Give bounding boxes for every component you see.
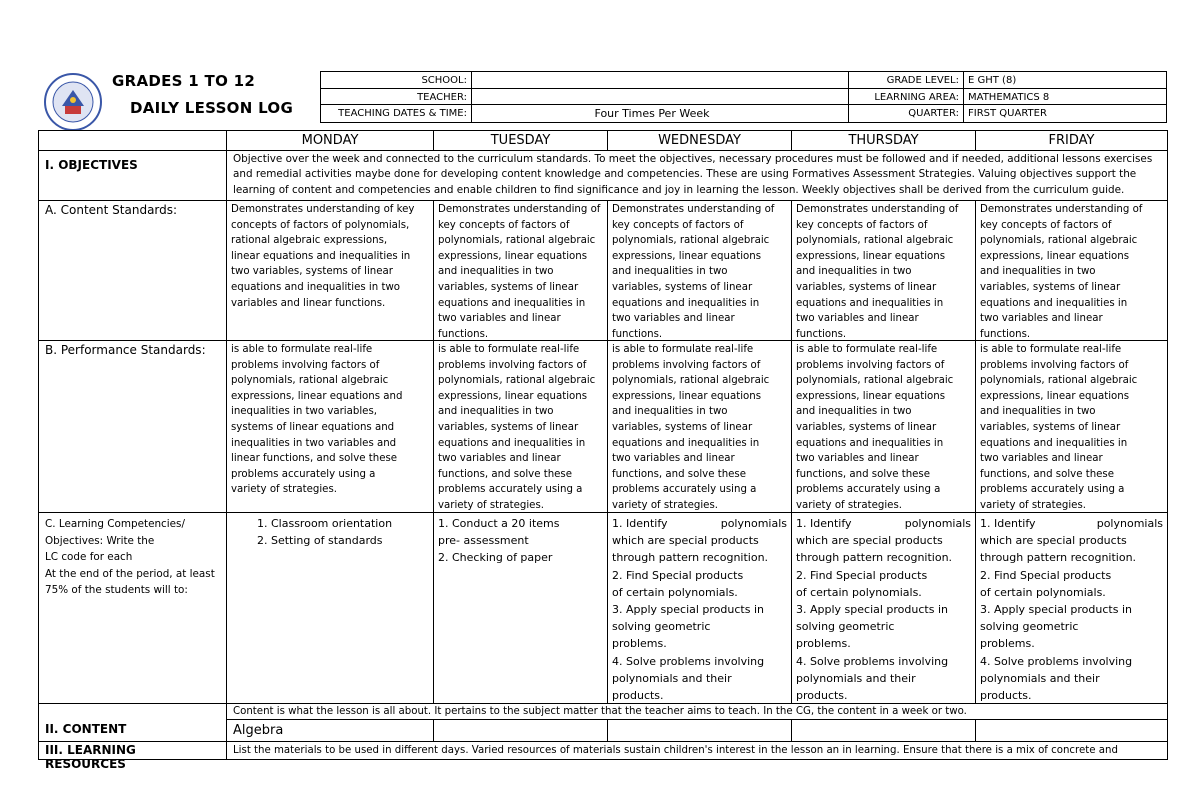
performance-standards-label-cell [38, 340, 227, 513]
area-label-cell: LEARNING AREA: [848, 88, 964, 105]
content-standards-friday: Demonstrates understanding of key concepts of factors of polynomials, rational algebraic expressions, linear equations and inequalities in two variables, systems of linear equations and inequalities in two variables and linear functions. [975, 200, 1168, 341]
content-standards-wednesday: Demonstrates understanding of key concepts of factors of polynomials, rational algebraic expressions, linear equations and inequalities in two variables, systems of linear equations and inequalities in two variables and linear functions. [607, 200, 792, 341]
competencies-thursday: 1. Identify polynomials which are special products through pattern recognition. 2. Find Special products of certain polynomials. 3. Apply special products in solving geometric problems. 4. Solve problems involving polynomials and their products. [791, 512, 976, 704]
quarter-label-cell: QUARTER: [848, 104, 964, 123]
quarter-field[interactable]: FIRST QUARTER [963, 104, 1167, 123]
performance-standards-label: B. Performance Standards: [45, 343, 206, 357]
content-label: II. CONTENT [45, 722, 127, 736]
title-dll: DAILY LESSON LOG [130, 99, 294, 117]
day-monday: MONDAY [226, 130, 434, 151]
content-standards-label: A. Content Standards: [45, 203, 178, 217]
competencies-label-cell [38, 512, 227, 704]
content-value-wednesday[interactable] [607, 719, 792, 742]
objectives-label-cell [38, 150, 227, 201]
competencies-friday: 1. Identify polynomials which are special products through pattern recognition. 2. Find Special products of certain polynomials. 3. Apply special products in solving geometric problems. 4. Solve problems involving polynomials and their products. [975, 512, 1168, 704]
performance-standards-friday: is able to formulate real-life problems involving factors of polynomials, rational algebraic expressions, linear equations and inequalities in two variables, systems of linear equations and inequalities in two variables and linear functions, and solve these problems accurately using a variety of strategies. [975, 340, 1168, 513]
content-standards-label-cell [38, 200, 227, 341]
dates-field[interactable]: Four Times Per Week [471, 104, 849, 123]
resources-label: III. LEARNING RESOURCES [45, 743, 136, 771]
performance-standards-monday: is able to formulate real-life problems involving factors of polynomials, rational algebraic expressions, linear equations and inequalities in two variables, systems of linear equations and inequalities in two variables and linear functions, and solve these problems accurately using a variety of strategies. [226, 340, 434, 513]
performance-standards-wednesday: is able to formulate real-life problems involving factors of polynomials, rational algebraic expressions, linear equations and inequalities in two variables, systems of linear equations and inequalities in two variables and linear functions, and solve these problems accurately using a variety of strategies. [607, 340, 792, 513]
content-value-thursday[interactable] [791, 719, 976, 742]
content-label-cell [38, 703, 227, 742]
content-standards-monday: Demonstrates understanding of key concepts of factors of polynomials, rational algebraic expressions, linear equations and inequalities in two variables, systems of linear equations and inequalities in two variables and linear functions. [226, 200, 434, 341]
day-thursday: THURSDAY [791, 130, 976, 151]
resources-label-cell [38, 741, 227, 771]
resources-description: List the materials to be used in different days. Varied resources of materials sustain children's interest in the lesson an in learning. Ensure that there is a mix of concrete and [226, 741, 1168, 760]
day-wednesday: WEDNESDAY [607, 130, 792, 151]
school-label-cell: SCHOOL: [320, 71, 472, 89]
deped-seal-icon [38, 72, 108, 132]
day-friday: FRIDAY [975, 130, 1168, 151]
competencies-monday: 1. Classroom orientation 2. Setting of standards [226, 512, 434, 704]
performance-standards-tuesday: is able to formulate real-life problems involving factors of polynomials, rational algebraic expressions, linear equations and inequalities in two variables, systems of linear equations and inequalities in two variables and linear functions, and solve these problems accurately using a variety of strategies. [433, 340, 608, 513]
title-grades: GRADES 1 TO 12 [112, 72, 256, 90]
dates-label-cell: TEACHING DATES & TIME: [320, 104, 472, 123]
content-value-monday[interactable]: Algebra [226, 719, 434, 742]
day-tuesday: TUESDAY [433, 130, 608, 151]
competencies-label: C. Learning Competencies/ Objectives: Write the LC code for each At the end of the period, at least 75% of the students will to: [45, 518, 215, 597]
grade-field[interactable]: E GHT (8) [963, 71, 1167, 89]
teacher-label-cell: TEACHER: [320, 88, 472, 105]
content-value-friday[interactable] [975, 719, 1168, 742]
competencies-wednesday: 1. Identify polynomials which are special products through pattern recognition. 2. Find Special products of certain polynomials. 3. Apply special products in solving geometric problems. 4. Solve problems involving polynomials and their products. [607, 512, 792, 704]
objectives-description: Objective over the week and connected to the curriculum standards. To meet the objectives, necessary procedures must be followed and if needed, additional lessons exercises and remedial activities maybe done for developing content knowledge and competencies. These are using Formatives Assessment Strategies. Valuing objectives support the learning of content and competencies and enable children to find significance and joy in learning the lesson. Weekly objectives shall be derived from the curriculum guide. [226, 150, 1168, 201]
performance-standards-thursday: is able to formulate real-life problems involving factors of polynomials, rational algebraic expressions, linear equations and inequalities in two variables, systems of linear equations and inequalities in two variables and linear functions, and solve these problems accurately using a variety of strategies. [791, 340, 976, 513]
objectives-label: I. OBJECTIVES [45, 158, 138, 172]
school-field[interactable] [471, 71, 849, 89]
content-description: Content is what the lesson is all about. It pertains to the subject matter that the teacher aims to teach. In the CG, the content in a week or two. [226, 703, 1168, 720]
content-standards-thursday: Demonstrates understanding of key concepts of factors of polynomials, rational algebraic expressions, linear equations and inequalities in two variables, systems of linear equations and inequalities in two variables and linear functions. [791, 200, 976, 341]
grade-label-cell: GRADE LEVEL: [848, 71, 964, 89]
area-field[interactable]: MATHEMATICS 8 [963, 88, 1167, 105]
competencies-tuesday: 1. Conduct a 20 items pre- assessment 2. Checking of paper [433, 512, 608, 704]
content-value-tuesday[interactable] [433, 719, 608, 742]
teacher-field[interactable] [471, 88, 849, 105]
content-standards-tuesday: Demonstrates understanding of key concepts of factors of polynomials, rational algebraic expressions, linear equations and inequalities in two variables, systems of linear equations and inequalities in two variables and linear functions. [433, 200, 608, 341]
